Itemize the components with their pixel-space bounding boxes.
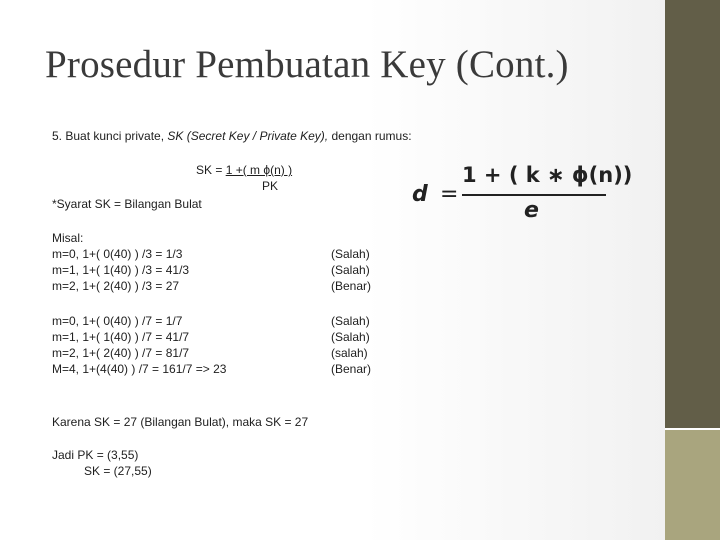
requirement-note: *Syarat SK = Bilangan Bulat xyxy=(52,197,202,211)
sk-formula-numerator: 1 +( m ϕ(n) ) xyxy=(225,163,293,177)
conclusion-text: Karena SK = 27 (Bilangan Bulat), maka SK = 27 xyxy=(52,415,309,429)
example1-result: (Benar) xyxy=(331,279,372,293)
example1-heading: Misal: xyxy=(52,231,84,245)
math-formula-lhs: d xyxy=(412,182,428,207)
sidebar-light-panel xyxy=(665,430,720,540)
sk-formula-lhs: SK = xyxy=(196,163,226,177)
example1-line: m=0, 1+( 0(40) ) /3 = 1/3 xyxy=(52,247,183,261)
example2-results xyxy=(331,313,371,377)
example2-calculations xyxy=(52,313,226,377)
example1-result: (Salah) xyxy=(331,263,370,277)
example2-line: m=0, 1+( 0(40) ) /7 = 1/7 xyxy=(52,314,183,328)
example2-line: m=2, 1+( 2(40) ) /7 = 81/7 xyxy=(52,346,190,360)
example2-result: (Benar) xyxy=(331,362,372,376)
intro-suffix: dengan rumus: xyxy=(328,129,412,143)
math-formula-fraction-bar xyxy=(462,194,606,196)
example2-result: (salah) xyxy=(331,346,368,360)
intro-prefix: 5. Buat kunci private, xyxy=(52,129,168,143)
example1-calculations xyxy=(52,230,189,294)
example1-results xyxy=(331,246,371,294)
math-formula-equals: = xyxy=(440,182,459,207)
math-formula-numerator: 1 + ( k ∗ ϕ(n)) xyxy=(462,163,633,187)
example2-result: (Salah) xyxy=(331,314,370,328)
intro-text xyxy=(52,128,412,144)
example2-result: (Salah) xyxy=(331,330,370,344)
sk-formula xyxy=(196,162,292,178)
final-sk: SK = (27,55) xyxy=(84,464,152,478)
sidebar-dark-panel xyxy=(665,0,720,430)
example2-line: m=1, 1+( 1(40) ) /7 = 41/7 xyxy=(52,330,190,344)
example1-line: m=1, 1+( 1(40) ) /3 = 41/3 xyxy=(52,263,190,277)
example2-line: M=4, 1+(4(40) ) /7 = 161/7 => 23 xyxy=(52,362,227,376)
math-formula-denominator: e xyxy=(524,198,539,223)
intro-italic: SK (Secret Key / Private Key), xyxy=(167,129,329,143)
example1-result: (Salah) xyxy=(331,247,370,261)
sk-formula-denominator: PK xyxy=(262,179,279,193)
example1-line: m=2, 1+( 2(40) ) /3 = 27 xyxy=(52,279,180,293)
final-pk: Jadi PK = (3,55) xyxy=(52,448,139,462)
slide-title: Prosedur Pembuatan Key (Cont.) xyxy=(45,43,569,86)
math-formula xyxy=(410,160,633,230)
